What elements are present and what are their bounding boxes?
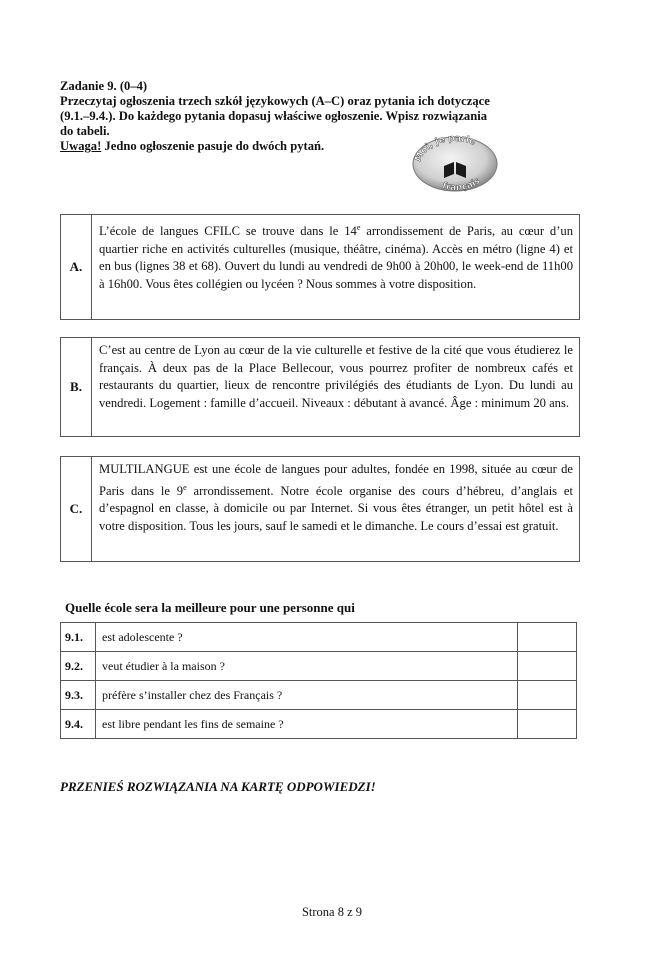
table-row — [61, 681, 577, 710]
item-text: est adolescente ? — [96, 623, 518, 652]
announcement-text: C’est au centre de Lyon au cœur de la vie culturelle et festive de la cité que vous étudierez le français. À deux pas de la Place Bellecour, vous pourrez profiter de nombreux cafés et restaurants du quartier, lieux de rencontre privilégiés des étudiants de Lyon. Du lundi au vendredi. Logement : famille d’accueil. Niveaux : débutant à avancé. Âge : minimum 20 ans. — [99, 343, 573, 410]
transfer-note: PRZENIEŚ ROZWIĄZANIA NA KARTĘ ODPOWIEDZI! — [60, 779, 376, 794]
logo-text-bottom: français — [440, 176, 483, 192]
announcement-text: L’école de langues CFILC se trouve dans le 14e arrondissement de Paris, au cœur d’un quartier riche en activités culturelles (musique, théâtre, cinéma). Accès en métro (ligne 4) et en bus (lignes 38 et 68). Ouvert du lundi au vendredi de 9h00 à 20h00, le week-end de 11h00 à 16h00. Vous êtes collégien ou lycéen ? Nous sommes à votre disposition. — [99, 223, 573, 291]
warning-line — [60, 139, 580, 154]
item-text: veut étudier à la maison ? — [96, 652, 518, 681]
warning-text: Jedno ogłoszenie pasuje do dwóch pytań. — [101, 139, 325, 153]
task-header — [60, 79, 580, 154]
answer-cell-9-4[interactable] — [518, 710, 577, 739]
item-text: est libre pendant les fins de semaine ? — [96, 710, 518, 739]
page-number: Strona 8 z 9 — [301, 905, 363, 919]
announcement-letter: C. — [61, 457, 92, 561]
announcement-letter: B. — [61, 338, 92, 436]
table-row — [61, 623, 577, 652]
task-title: Zadanie 9. (0–4) — [60, 79, 148, 93]
question-prompt: Quelle école sera la meilleure pour une personne qui — [65, 600, 355, 615]
item-number: 9.1. — [61, 623, 96, 652]
instruction-line-3: do tabeli. — [60, 124, 110, 138]
instruction-line-1: Przeczytaj ogłoszenia trzech szkół językowych (A–C) oraz pytania ich dotyczące — [60, 94, 490, 108]
answer-table — [60, 622, 577, 739]
item-number: 9.4. — [61, 710, 96, 739]
announcement-a — [60, 214, 580, 320]
instruction-line-2: (9.1.–9.4.). Do każdego pytania dopasuj właściwe ogłoszenie. Wpisz rozwiązania — [60, 109, 488, 123]
moi-je-parle-francais-logo — [410, 134, 500, 192]
item-text: préfère s’installer chez des Français ? — [96, 681, 518, 710]
warning-label: Uwaga! — [60, 139, 102, 153]
answer-cell-9-3[interactable] — [518, 681, 577, 710]
announcement-letter: A. — [61, 215, 92, 319]
table-row — [61, 652, 577, 681]
item-number: 9.3. — [61, 681, 96, 710]
logo-text-top: Moi, je parle — [413, 134, 477, 164]
announcement-b — [60, 337, 580, 437]
item-number: 9.2. — [61, 652, 96, 681]
announcement-text: MULTILANGUE est une école de langues pour adultes, fondée en 1998, située au cœur de Paris dans le 9e arrondissement. Notre école organise des cours d’hébreu, d’anglais et d’espagnol en classe, à domicile ou par Internet. Si vous êtes étranger, un petit hôtel est à votre disposition. Tous les jours, sauf le samedi et le dimanche. Le cours d’essai est gratuit. — [99, 462, 573, 533]
announcement-c — [60, 456, 580, 562]
table-row — [61, 710, 577, 739]
answer-cell-9-1[interactable] — [518, 623, 577, 652]
answer-cell-9-2[interactable] — [518, 652, 577, 681]
